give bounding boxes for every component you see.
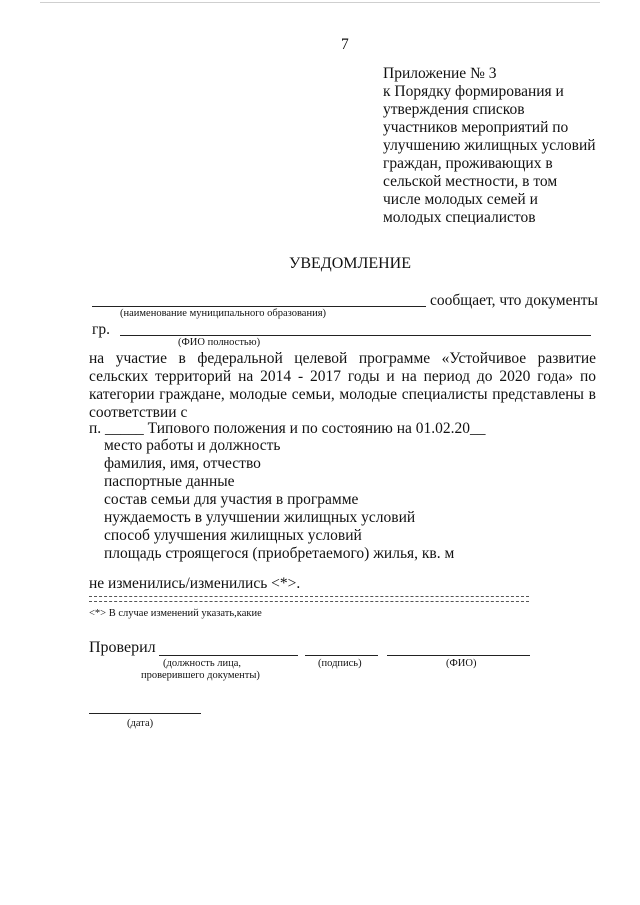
footnote: <*> В случае изменений указать,какие bbox=[89, 608, 262, 619]
list-item: фамилия, имя, отчество bbox=[104, 455, 261, 472]
date-caption: (дата) bbox=[127, 718, 154, 729]
changed-line: не изменились/изменились <*>. bbox=[89, 575, 301, 592]
appendix-line: участников мероприятий по bbox=[383, 119, 569, 136]
appendix-line: сельской местности, в том bbox=[383, 173, 558, 190]
scan-artifact bbox=[40, 2, 600, 3]
checked-label: Проверил bbox=[89, 639, 156, 656]
body-line: категории граждане, молодые семьи, молодые специалисты представлены в bbox=[89, 386, 596, 403]
list-item: состав семьи для участия в программе bbox=[104, 491, 359, 508]
date-blank bbox=[89, 713, 201, 714]
page-number: 7 bbox=[341, 36, 349, 53]
appendix-line: улучшению жилищных условий bbox=[383, 137, 596, 154]
caption-name: (ФИО) bbox=[446, 658, 477, 669]
body-line: сельских территорий на 2014 - 2017 годы и на период до 2020 года» по bbox=[89, 368, 596, 385]
citizen-blank bbox=[120, 335, 591, 336]
appendix-line: утверждения списков bbox=[383, 101, 525, 118]
clause-line: п. _____ Типового положения и по состоянию на 01.02.20__ bbox=[89, 420, 486, 437]
document-title: УВЕДОМЛЕНИЕ bbox=[289, 255, 411, 272]
list-item: паспортные данные bbox=[104, 473, 235, 490]
signature-blank bbox=[305, 655, 378, 656]
name-blank bbox=[387, 655, 530, 656]
appendix-line: граждан, проживающих в bbox=[383, 155, 553, 172]
appendix-line: Приложение № 3 bbox=[383, 65, 497, 82]
appendix-line: числе молодых семей и bbox=[383, 191, 538, 208]
municipality-text: сообщает, что документы bbox=[430, 292, 598, 309]
municipality-caption: (наименование муниципального образования) bbox=[120, 308, 327, 319]
appendix-line: молодых специалистов bbox=[383, 209, 536, 226]
appendix-line: к Порядку формирования и bbox=[383, 83, 564, 100]
list-item: площадь строящегося (приобретаемого) жилья, кв. м bbox=[104, 545, 455, 562]
caption-position: (должность лица, bbox=[163, 658, 242, 669]
dashed-separator bbox=[89, 601, 529, 602]
municipality-blank bbox=[92, 306, 426, 307]
list-item: место работы и должность bbox=[104, 437, 281, 454]
body-line: на участие в федеральной целевой программе «Устойчивое развитие bbox=[89, 350, 596, 367]
body-line: соответствии с bbox=[89, 404, 188, 421]
dashed-separator bbox=[89, 596, 529, 597]
list-item: нуждаемость в улучшении жилищных условий bbox=[104, 509, 416, 526]
caption-position: проверившего документы) bbox=[141, 670, 260, 681]
caption-signature: (подпись) bbox=[318, 658, 362, 669]
citizen-prefix: гр. bbox=[92, 321, 110, 338]
citizen-caption: (ФИО полностью) bbox=[178, 337, 261, 348]
position-blank bbox=[159, 655, 298, 656]
list-item: способ улучшения жилищных условий bbox=[104, 527, 362, 544]
